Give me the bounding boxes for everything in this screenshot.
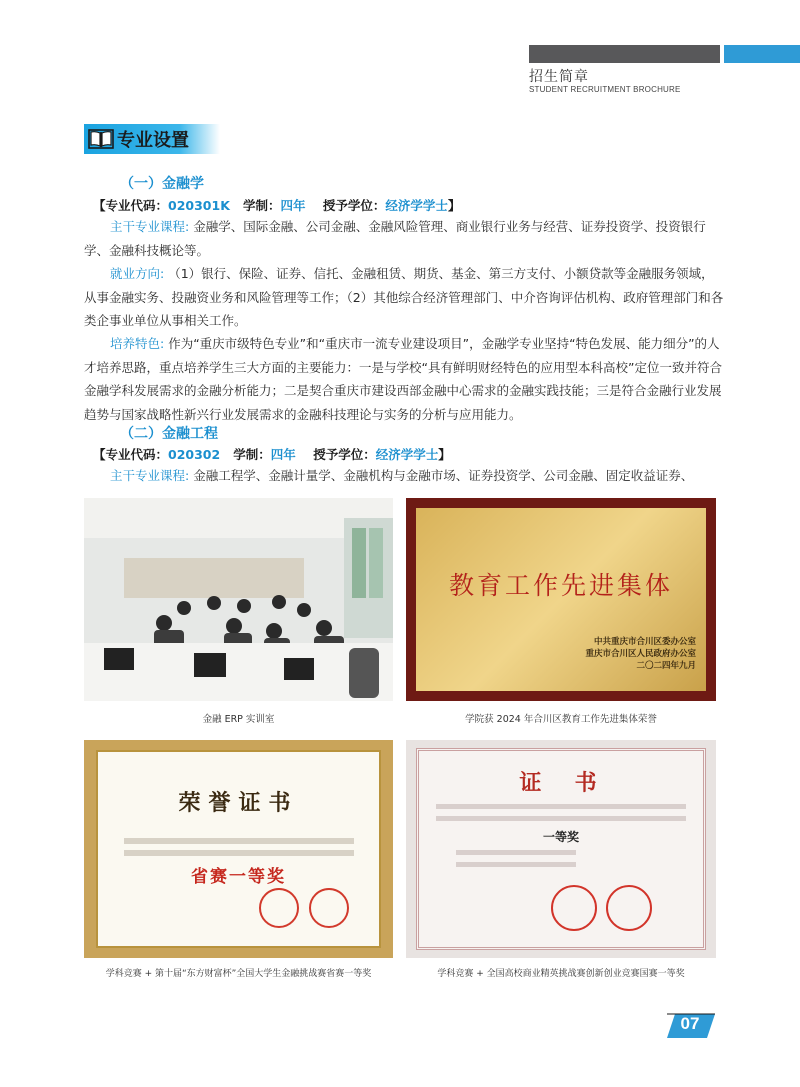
- certificate-title: 荣誉证书: [178, 790, 299, 816]
- photo-honor-certificate: [84, 740, 393, 958]
- major-title-finance: （一）金融学: [120, 176, 204, 192]
- photo-caption-4: 学科竞赛 + 全国高校商业精英挑战赛创新创业竞赛国赛一等奖: [437, 969, 685, 979]
- degree-label: 授予学位：: [313, 447, 376, 462]
- major-title-financial-engineering: （二）金融工程: [120, 426, 218, 442]
- certificate-text-line: [456, 850, 576, 855]
- seal-icon: [551, 885, 597, 931]
- section-title: 专业设置: [117, 130, 189, 151]
- plaque-issuer-2: 重庆市合川区人民政府办公室: [585, 649, 696, 659]
- certificate-award: 省赛一等奖: [191, 867, 286, 887]
- major-duration: 四年: [270, 447, 296, 462]
- plaque-issuer-1: 中共重庆市合川区委办公室: [593, 637, 696, 647]
- major-code: 020302: [168, 447, 221, 462]
- photo-plaque: [406, 498, 716, 701]
- major-info-finance: [93, 196, 460, 214]
- photo-caption-2: 学院获 2024 年合川区教育工作先进集体荣誉: [465, 714, 657, 725]
- feature-label: 培养特色:: [110, 336, 165, 351]
- section-title-bar: [84, 124, 220, 154]
- major-degree: 经济学学士: [375, 447, 439, 462]
- seal-icon: [259, 888, 299, 928]
- bracket-close: 】: [447, 198, 461, 213]
- certificate-title: 证 书: [519, 770, 603, 796]
- major-info-financial-engineering: [93, 445, 451, 463]
- certificate-text-line: [456, 862, 576, 867]
- courses-paragraph: [84, 215, 724, 262]
- certificate-text-line: [124, 850, 354, 856]
- plaque-date: 二〇二四年九月: [636, 661, 696, 671]
- photo-erp-lab: [84, 498, 393, 701]
- photo-caption-3: 学科竞赛 + 第十届“东方财富杯”全国大学生金融挑战赛省赛一等奖: [105, 969, 372, 979]
- photo-certificate: [406, 740, 716, 958]
- feature-text: 作为“重庆市级特色专业”和“重庆市一流专业建设项目”，金融学专业坚持“特色发展、能力细分”的人才培养思路，重点培养学生三大方面的主要能力：一是与学校“具有鲜明财经特色的应用型本科高校”定位一致并符合金融学科发展需求的金融分析能力；二是契合重庆市建设西部金融中心需求的金融实践技能；三是符合金融行业发展趋势与国家战略性新兴行业发展需求的金融科技理论与实务的分析与应用能力。: [84, 336, 722, 422]
- feature-paragraph: [84, 332, 724, 426]
- courses-label: 主干专业课程:: [110, 468, 190, 483]
- duration-label: 学制：: [242, 198, 281, 213]
- header-bar-blue: [724, 45, 800, 63]
- certificate-text-line: [436, 804, 686, 809]
- courses-text: 金融学、国际金融、公司金融、金融风险管理、商业银行业务与经营、证券投资学、投资银行学、金融科技概论等。: [84, 219, 706, 258]
- brochure-subtitle: STUDENT RECRUITMENT BROCHURE: [529, 85, 681, 94]
- certificate-text-line: [436, 816, 686, 821]
- plaque-issuer: [585, 636, 696, 672]
- career-label: 就业方向:: [110, 266, 165, 281]
- courses-text: 金融工程学、金融计量学、金融机构与金融市场、证券投资学、公司金融、固定收益证券、: [189, 468, 694, 483]
- header-bar-gray: [529, 45, 720, 63]
- brochure-title: 招生简章: [529, 69, 589, 85]
- courses-paragraph-2: [84, 464, 724, 488]
- major-duration: 四年: [280, 198, 306, 213]
- bracket-close: 】: [438, 447, 451, 462]
- duration-label: 学制：: [233, 447, 271, 462]
- degree-label: 授予学位：: [322, 198, 386, 213]
- certificate-award: 一等奖: [542, 830, 579, 844]
- career-text: （1）银行、保险、证券、信托、金融租赁、期货、基金、第三方支付、小额贷款等金融服务领域，从事金融实务、投融资业务和风险管理等工作；（2）其他综合经济管理部门、中介咨询评估机构、政府管理部门和各类企事业单位从事相关工作。: [84, 266, 724, 328]
- seal-icon: [606, 885, 652, 931]
- code-label: 【专业代码：: [93, 198, 169, 213]
- book-icon: [88, 128, 114, 150]
- career-paragraph: [84, 262, 724, 333]
- major-degree: 经济学学士: [385, 198, 448, 213]
- code-label: 【专业代码：: [93, 447, 169, 462]
- major-code: 020301K: [168, 198, 230, 213]
- page-number-badge: [667, 1012, 715, 1040]
- seal-icon: [309, 888, 349, 928]
- page-number: 07: [680, 1014, 700, 1033]
- certificate-text-line: [124, 838, 354, 844]
- courses-label: 主干专业课程:: [110, 219, 190, 234]
- plaque-title: 教育工作先进集体: [448, 571, 673, 600]
- photo-caption-1: 金融 ERP 实训室: [202, 714, 275, 725]
